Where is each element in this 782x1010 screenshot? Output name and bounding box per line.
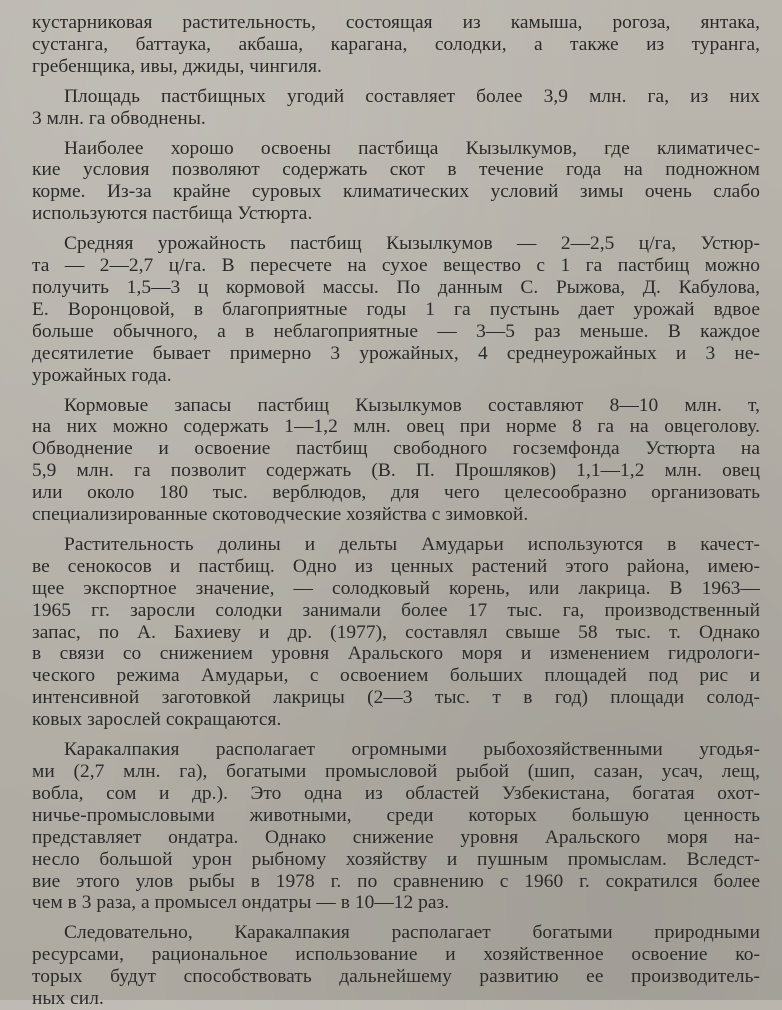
text-line: ных сил. xyxy=(32,988,104,1010)
paragraph xyxy=(32,739,760,914)
text-line: кие условия позволяют содержать скот в течение года на подножном xyxy=(32,159,760,181)
paragraph xyxy=(32,12,760,78)
text-line: интенсивной заготовкой лакрицы (2—3 тыс. т в год) площади солод- xyxy=(32,687,760,709)
text-line: торых будут способствовать дальнейшему развитию ее производитель- xyxy=(32,966,760,988)
text-line: Е. Воронцовой, в благоприятные годы 1 га пустынь дает урожай вдвое xyxy=(32,298,760,320)
text-line: Средняя урожайность пастбищ Кызылкумов — 2—2,5 ц/га, Устюр- xyxy=(64,233,760,255)
text-line: ничье-промысловыми животными, среди которых большую ценность xyxy=(32,804,760,826)
text-line: несло большой урон рыбному хозяйству и пушным промыслам. Вследст- xyxy=(32,848,760,870)
paragraph xyxy=(32,534,760,731)
text-line: на них можно содержать 1—1,2 млн. овец при норме 8 га на овцеголову. xyxy=(32,416,760,438)
text-line: кустарниковая растительность, состоящая из камыша, рогоза, янтака, xyxy=(32,12,760,33)
text-body xyxy=(32,12,760,1010)
text-line: ческого режима Амударьи, с освоением больших площадей под рис и xyxy=(32,665,760,687)
text-line: больше обычного, а в неблагоприятные — 3—5 раз меньше. В каждое xyxy=(32,320,760,342)
text-line: специализированные скотоводческие хозяйства с зимовкой. xyxy=(32,504,529,526)
paragraph xyxy=(32,233,760,386)
text-line: щее экспортное значение, — солодковый корень, или лакрица. В 1963— xyxy=(32,577,760,599)
text-line: урожайных года. xyxy=(32,364,172,386)
text-line: сустанга, баттаука, акбаша, карагана, солодки, а также из туранга, xyxy=(32,33,760,55)
paragraph xyxy=(32,138,760,226)
text-line: в связи со снижением уровня Аральского моря и изменением гидрологи- xyxy=(32,643,760,665)
text-line: чем в 3 раза, а промысел ондатры — в 10—12 раз. xyxy=(32,892,450,914)
text-line: ресурсами, рациональное использование и хозяйственное освоение ко- xyxy=(32,944,760,966)
text-line: вобла, сом и др.). Это одна из областей Узбекистана, богатая охот- xyxy=(32,782,760,804)
text-line: ковых зарослей сокращаются. xyxy=(32,709,282,731)
text-line: запас, по А. Бахиеву и др. (1977), составлял свыше 58 тыс. т. Однако xyxy=(32,621,760,643)
text-line: Площадь пастбищных угодий составляет более 3,9 млн. га, из них xyxy=(64,85,760,107)
text-line: гребенщика, ивы, джиды, чингиля. xyxy=(32,55,322,77)
text-line: Наиболее хорошо освоены пастбища Кызылкумов, где климатичес- xyxy=(64,137,760,159)
text-line: 3 млн. га обводнены. xyxy=(32,107,206,129)
text-line: Растительность долины и дельты Амударьи используются в качест- xyxy=(64,533,760,555)
text-line: представляет ондатра. Однако снижение уровня Аральского моря на- xyxy=(32,826,760,848)
text-line: корме. Из-за крайне суровых климатических условий зимы очень слабо xyxy=(32,181,760,203)
text-line: получить 1,5—3 ц кормовой массы. По данным С. Рыжова, Д. Кабулова, xyxy=(32,276,760,298)
paragraph xyxy=(32,395,760,526)
text-line: Кормовые запасы пастбищ Кызылкумов составляют 8—10 млн. т, xyxy=(64,394,760,416)
text-line: 5,9 млн. га позволит содержать (В. П. Прошляков) 1,1—1,2 млн. овец xyxy=(32,460,760,482)
paragraph xyxy=(32,922,760,1010)
text-line: 1965 гг. заросли солодки занимали более 17 тыс. га, производственный xyxy=(32,599,760,621)
text-line: Следовательно, Каракалпакия располагает богатыми природными xyxy=(64,922,760,944)
text-line: используются пастбища Устюрта. xyxy=(32,203,313,225)
text-line: ми (2,7 млн. га), богатыми промысловой рыбой (шип, сазан, усач, лещ, xyxy=(32,761,760,782)
text-line: вие этого улов рыбы в 1978 г. по сравнению с 1960 г. сократился более xyxy=(32,870,760,892)
text-line: десятилетие бывает примерно 3 урожайных, 4 среднеурожайных и 3 не- xyxy=(32,342,760,364)
text-line: или около 180 тыс. верблюдов, для чего целесообразно организовать xyxy=(32,482,760,504)
text-line: Каракалпакия располагает огромными рыбохозяйственными угодья- xyxy=(64,739,760,761)
text-line: та — 2—2,7 ц/га. В пересчете на сухое вещество с 1 га пастбищ можно xyxy=(32,255,760,277)
text-line: ве сенокосов и пастбищ. Одно из ценных растений этого района, имею- xyxy=(32,555,760,577)
paragraph xyxy=(32,86,760,130)
text-line: Обводнение и освоение пастбищ свободного госземфонда Устюрта на xyxy=(32,438,760,460)
